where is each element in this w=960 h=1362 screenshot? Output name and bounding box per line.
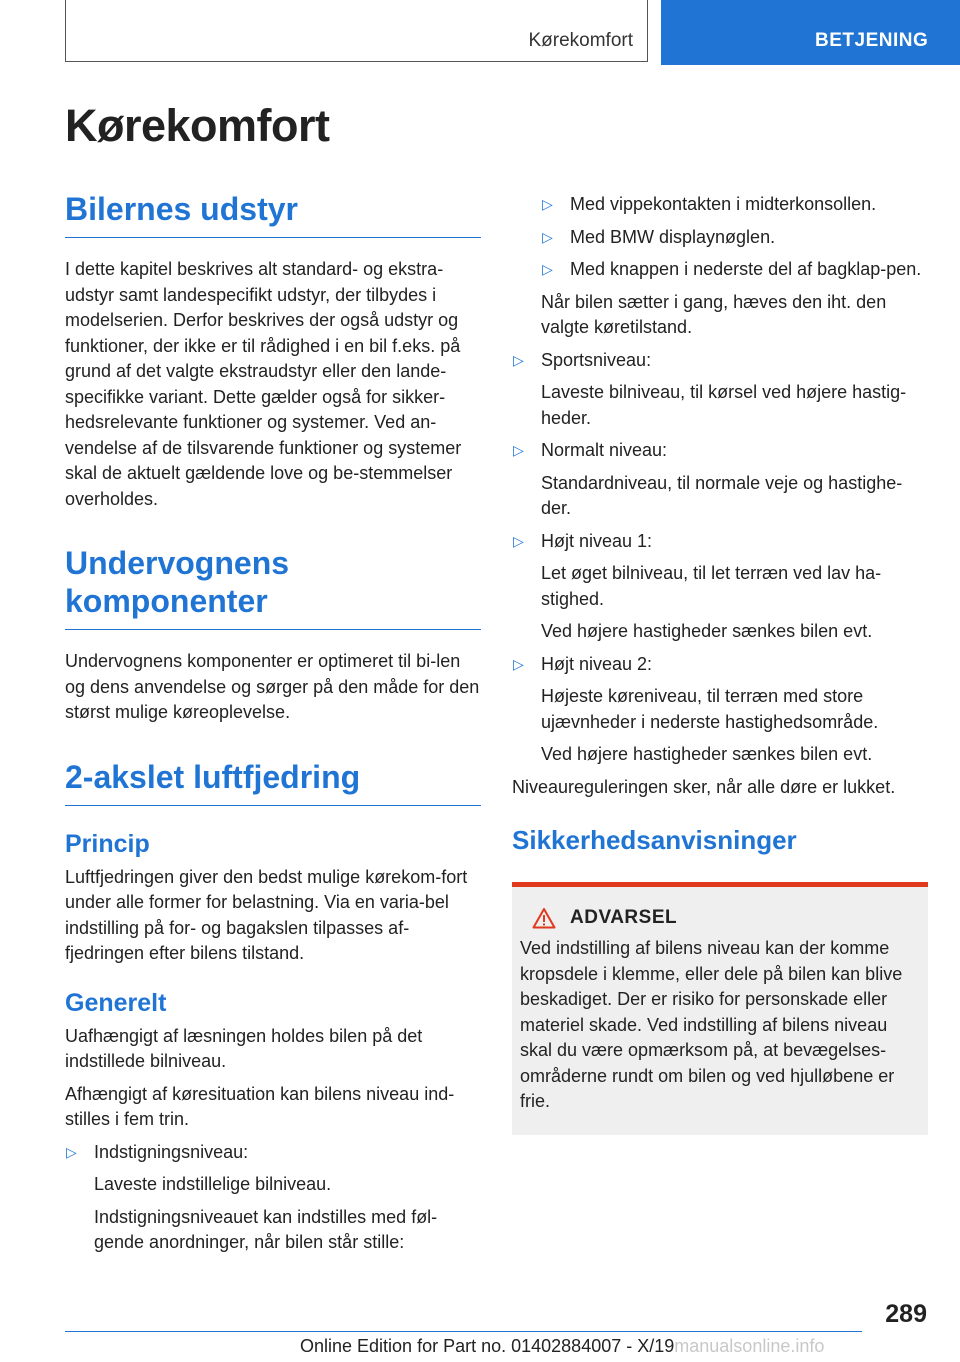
paragraph-generelt-2: Afhængigt af køresituation kan bilens niveau ind-stilles i fem trin. xyxy=(65,1083,455,1129)
footer-divider xyxy=(65,1331,862,1332)
heading-undervognens-komponenter: Undervognens komponenter xyxy=(65,544,481,630)
paragraph-udstyr: I dette kapitel beskrives alt standard- og ekstra-udstyr samt landespecifikt udstyr, der tilbydes i modelserien. Derfor beskrives der også udstyr og funktioner, der ikke er til rådighed i en bil f.eks. på grund af det valgte ekstraudstyr eller den lande-specifikke variant. Dette gælder også for sikker-hedsrelevante funktioner og systemer. Ved an-vendelse af de tilsvarende funktioner og systemer skal de aktuelt gældende love og be-stemmelser overholdes. xyxy=(65,259,462,509)
nested-list-item: ▷ Med vippekontakten i midterkonsollen. xyxy=(541,192,928,218)
heading-luftfjedring: 2-akslet luftfjedring xyxy=(65,758,481,806)
warning-text: Ved indstilling af bilens niveau kan der komme kropsdele i klemme, eller dele på bilen kan blive beskadiget. Der er risiko for personskade eller materiel skade. Ved indstilling af bilens niveau skal du være opmærksom på, at bevægelses-områderne rundt om bilen og ved hjulløbene er frie. xyxy=(520,938,903,1111)
list-item-desc: Let øget bilniveau, til let terræn ved lav ha-stighed. xyxy=(541,563,882,609)
footer-edition: Online Edition for Part no. 01402884007 - X/19 xyxy=(300,1336,675,1356)
triangle-right-icon: ▷ xyxy=(542,196,553,212)
page-number: 289 xyxy=(885,1300,927,1328)
page-title: Kørekomfort xyxy=(65,100,330,151)
footer-watermark: manualsonline.info xyxy=(674,1336,825,1356)
heading-sikkerhedsanvisninger: Sikkerhedsanvisninger xyxy=(512,825,797,855)
triangle-right-icon: ▷ xyxy=(542,261,553,277)
warning-box xyxy=(512,882,928,1135)
warning-triangle-icon xyxy=(532,907,556,929)
left-column xyxy=(65,190,481,1263)
triangle-right-icon: ▷ xyxy=(66,1143,77,1160)
list-item-hojt-niveau-2: ▷ Højt niveau 2: xyxy=(512,652,928,678)
heading-bilernes-udstyr: Bilernes udstyr xyxy=(65,190,481,238)
warning-title: ADVARSEL xyxy=(570,907,678,928)
paragraph-princip: Luftfjedringen giver den bedst mulige kørekom-fort under alle former for belastning. Via en varia-bel indstilling på for- og bagakslen tilpasses af-fjedringen efter bilens tilstand. xyxy=(65,866,468,963)
paragraph-niveauregulering: Niveaureguleringen sker, når alle døre er lukket. xyxy=(512,776,896,797)
list-item-indstigningsniveau: ▷ Indstigningsniveau: xyxy=(65,1140,481,1166)
list-item-desc: Indstigningsniveauet kan indstilles med føl-gende anordninger, når bilen står stille: xyxy=(94,1206,438,1252)
nested-list-item: ▷ Med knappen i nederste del af bagklap-pen. xyxy=(541,257,928,283)
nested-list xyxy=(512,192,928,283)
triangle-right-icon: ▷ xyxy=(513,655,524,672)
triangle-right-icon: ▷ xyxy=(513,442,524,458)
triangle-right-icon: ▷ xyxy=(513,351,524,368)
list-item-normalt-niveau: ▷ Normalt niveau: xyxy=(512,438,928,464)
header-section-box xyxy=(65,0,648,62)
triangle-right-icon: ▷ xyxy=(542,228,553,245)
paragraph-komponenter: Undervognens komponenter er optimeret til bi-len og dens anvendelse og sørger på den måde for den størst mulige køreoplevelse. xyxy=(65,651,480,722)
list-item-desc: Ved højere hastigheder sænkes bilen evt. xyxy=(541,621,873,641)
warning-header xyxy=(532,907,920,929)
list-item-hojt-niveau-1: ▷ Højt niveau 1: xyxy=(512,529,928,555)
list-item-sportsniveau: ▷ Sportsniveau: xyxy=(512,348,928,374)
nested-list-item: ▷ Med BMW displaynøglen. xyxy=(541,225,928,251)
list-item-desc: Laveste indstillelige bilniveau. xyxy=(94,1174,332,1194)
list-item-desc: Højeste køreniveau, til terræn med store ujævnheder i nederste hastighedsområde. xyxy=(541,686,879,732)
list-item-desc: Når bilen sætter i gang, hæves den iht. den valgte køretilstand. xyxy=(541,291,887,337)
list-item-desc: Laveste bilniveau, til kørsel ved højere hastig-heder. xyxy=(541,382,907,428)
footer xyxy=(300,1336,824,1357)
list-item-desc: Standardniveau, til normale veje og hastighe-der. xyxy=(541,472,903,518)
triangle-right-icon: ▷ xyxy=(513,532,524,549)
paragraph-generelt-1: Uafhængigt af læsningen holdes bilen på det indstillede bilniveau. xyxy=(65,1025,423,1071)
header-chapter-tab: BETJENING xyxy=(661,0,960,65)
header-section-title: Kørekomfort xyxy=(528,30,633,51)
heading-generelt: Generelt xyxy=(65,988,167,1017)
heading-princip: Princip xyxy=(65,829,150,858)
right-column xyxy=(512,192,928,1135)
list-item-desc: Ved højere hastigheder sænkes bilen evt. xyxy=(541,744,873,764)
